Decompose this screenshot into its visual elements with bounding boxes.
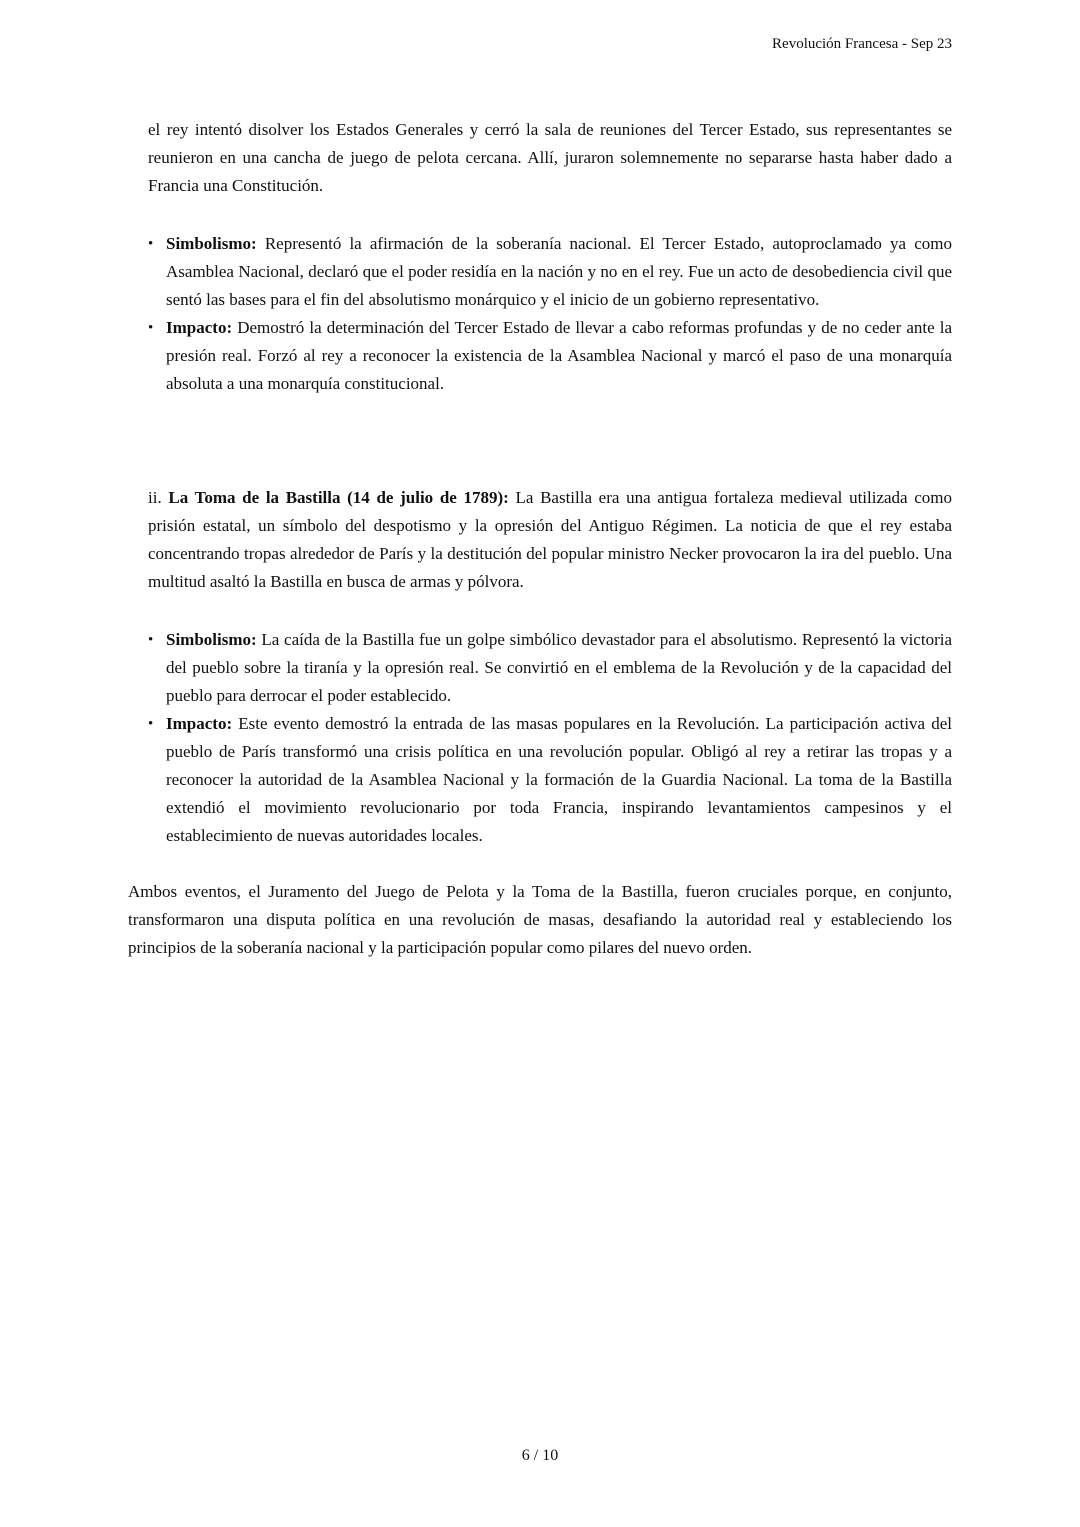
list-item-label: Simbolismo: (166, 630, 257, 649)
list-item-label: Simbolismo: (166, 234, 257, 253)
section-body: La Bastilla era una antigua fortaleza medieval utilizada como prisión estatal, un símbolo del despotismo y la opresión del Antiguo Régimen. La noticia de que el rey estaba concentrando tropas alrededor de París y la destitución del popular ministro Necker provocaron la ira del pueblo. Una multitud asaltó la Bastilla en busca de armas y pólvora. (148, 488, 953, 591)
page-footer (0, 1447, 1080, 1465)
section-bastilla-paragraph (148, 484, 952, 596)
list-item-body: Demostró la determinación del Tercer Estado de llevar a cabo reformas profundas y de no ceder ante la presión real. Forzó al rey a reconocer la existencia de la Asamblea Nacional y marcó el paso de una monarquía absoluta a una monarquía constitucional. (166, 318, 953, 393)
list-item-body: Este evento demostró la entrada de las masas populares en la Revolución. La participación activa del pueblo de París transformó una crisis política en una revolución popular. Obligó al rey a retirar las tropas y a reconocer la autoridad de la Asamblea Nacional y la formación de la Guardia Nacional. La toma de la Bastilla extendió el movimiento revolucionario por toda Francia, inspirando levantamientos campesinos y el establecimiento de nuevas autoridades locales. (166, 714, 952, 845)
section-title: La Toma de la Bastilla (14 de julio de 1789): (168, 488, 509, 507)
list-item (148, 314, 952, 398)
intro-paragraph: el rey intentó disolver los Estados Generales y cerró la sala de reuniones del Tercer Estado, sus representantes se reunieron en una cancha de juego de pelota cercana. Allí, juraron solemnemente no separarse hasta haber dado a Francia una Constitución. (148, 120, 952, 195)
list-item-body: Representó la afirmación de la soberanía nacional. El Tercer Estado, autoproclamado ya como Asamblea Nacional, declaró que el poder residía en la nación y no en el rey. Fue un acto de desobediencia civil que sentó las bases para el fin del absolutismo monárquico y el inicio de un gobierno representativo. (166, 234, 953, 309)
page-number: 6 / 10 (521, 1447, 559, 1464)
list-item (148, 626, 952, 710)
document-content (128, 116, 952, 962)
bullet-list-2 (148, 626, 952, 850)
list-item-text (166, 230, 952, 314)
list-item-label: Impacto: (166, 318, 233, 337)
section-number: ii. (148, 488, 162, 507)
list-item-body: La caída de la Bastilla fue un golpe simbólico devastador para el absolutismo. Representó la victoria del pueblo sobre la tiranía y la opresión real. Se convirtió en el emblema de la Revolución y de la capacidad del pueblo para derrocar el poder establecido. (166, 630, 952, 705)
list-item-text (166, 314, 952, 398)
list-item (148, 230, 952, 314)
bullet-icon: • (148, 716, 154, 732)
list-item-text (166, 710, 952, 850)
closing-paragraph: Ambos eventos, el Juramento del Juego de Pelota y la Toma de la Bastilla, fueron cruciales porque, en conjunto, transformaron una disputa política en una revolución de masas, desafiando la autoridad real y estableciendo los principios de la soberanía nacional y la participación popular como pilares del nuevo orden. (128, 882, 952, 957)
bullet-icon: • (148, 632, 154, 648)
list-item-label: Impacto: (166, 714, 233, 733)
bullet-icon: • (148, 320, 154, 336)
list-item (148, 710, 952, 850)
bullet-list-1 (148, 230, 952, 398)
list-item-text (166, 626, 952, 710)
bullet-icon: • (148, 236, 154, 252)
header-title: Revolución Francesa - Sep 23 (772, 36, 952, 52)
page-header (772, 36, 952, 53)
